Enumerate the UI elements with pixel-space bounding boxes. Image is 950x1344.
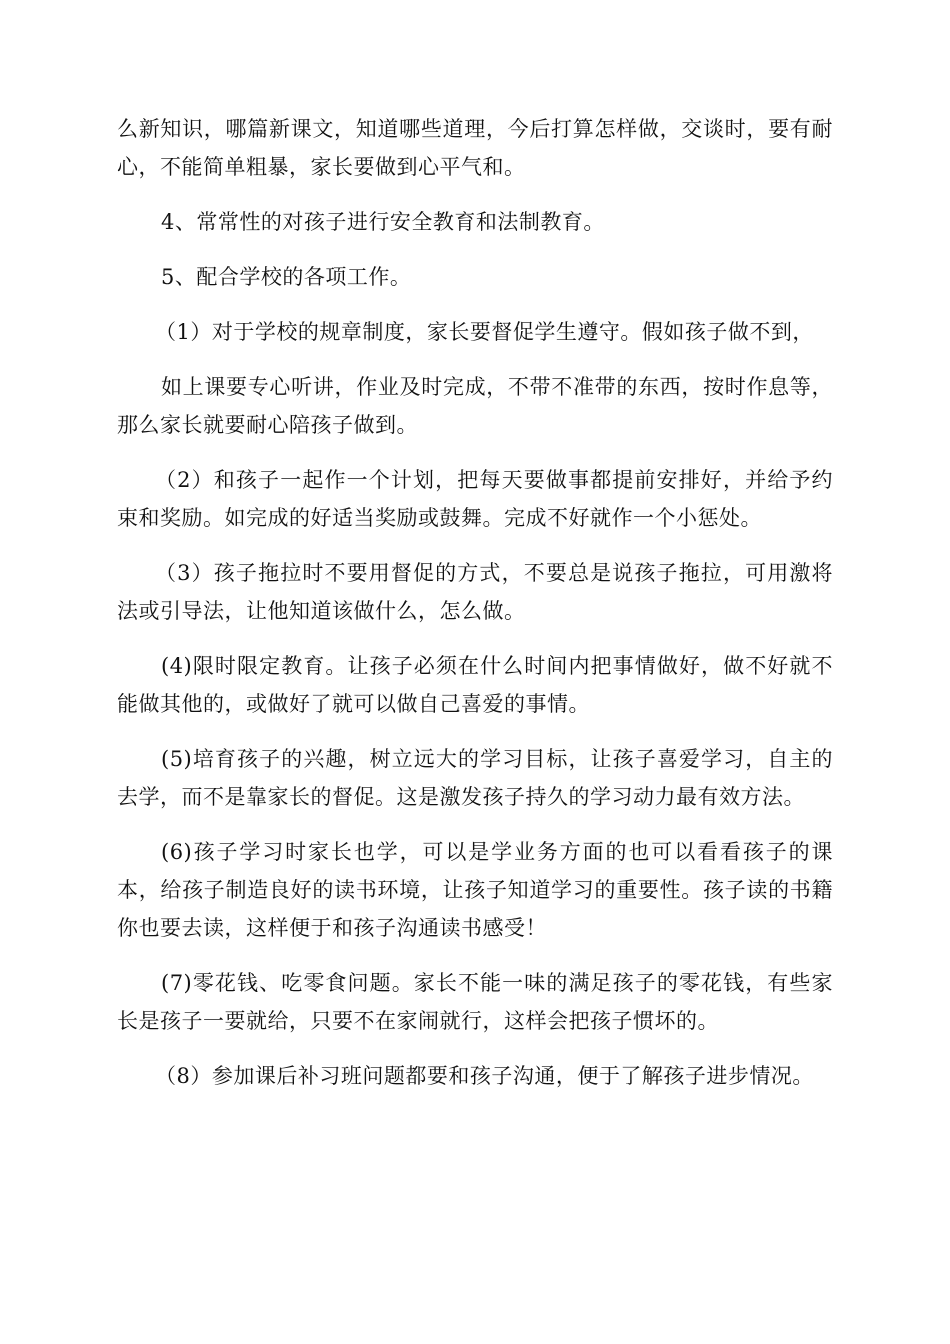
paragraph-sub-1: （1）对于学校的规章制度，家长要督促学生遵守。假如孩子做不到，	[155, 320, 814, 344]
paragraph-sub-4: (4)限时限定教育。让孩子必须在什么时间内把事情做好，做不好就不能做其他的，或做好了就可以做自己喜爱的事情。	[117, 654, 833, 716]
paragraph-sub-8: （8）参加课后补习班问题都要和孩子沟通，便于了解孩子进步情况。	[155, 1064, 814, 1088]
paragraph-sub-7: (7)零花钱、吃零食问题。家长不能一味的满足孩子的零花钱，有些家长是孩子一要就给，只要不在家闹就行，这样会把孩子惯坏的。	[117, 971, 833, 1033]
paragraph-sub-1-detail: 如上课要专心听讲，作业及时完成，不带不准带的东西，按时作息等，那么家长就要耐心陪孩子做到。	[117, 375, 833, 437]
paragraph-sub-6: (6)孩子学习时家长也学，可以是学业务方面的也可以看看孩子的课本，给孩子制造良好的读书环境，让孩子知道学习的重要性。孩子读的书籍你也要去读，这样便于和孩子沟通读书感受！	[117, 840, 833, 940]
paragraph-continuation: 么新知识，哪篇新课文，知道哪些道理，今后打算怎样做，交谈时，要有耐心，不能简单粗暴，家长要做到心平气和。	[117, 117, 833, 179]
paragraph-item-5: 5、配合学校的各项工作。	[161, 265, 412, 289]
paragraph-item-4: 4、常常性的对孩子进行安全教育和法制教育。	[161, 210, 605, 234]
paragraph-sub-5: (5)培育孩子的兴趣，树立远大的学习目标，让孩子喜爱学习，自主的去学，而不是靠家长的督促。这是激发孩子持久的学习动力最有效方法。	[117, 747, 833, 809]
paragraph-sub-3: （3）孩子拖拉时不要用督促的方式，不要总是说孩子拖拉，可用激将法或引导法，让他知道该做什么，怎么做。	[117, 561, 833, 623]
document-body	[117, 110, 833, 1112]
paragraph-sub-2: （2）和孩子一起作一个计划，把每天要做事都提前安排好，并给予约束和奖励。如完成的好适当奖励或鼓舞。完成不好就作一个小惩处。	[117, 468, 833, 530]
